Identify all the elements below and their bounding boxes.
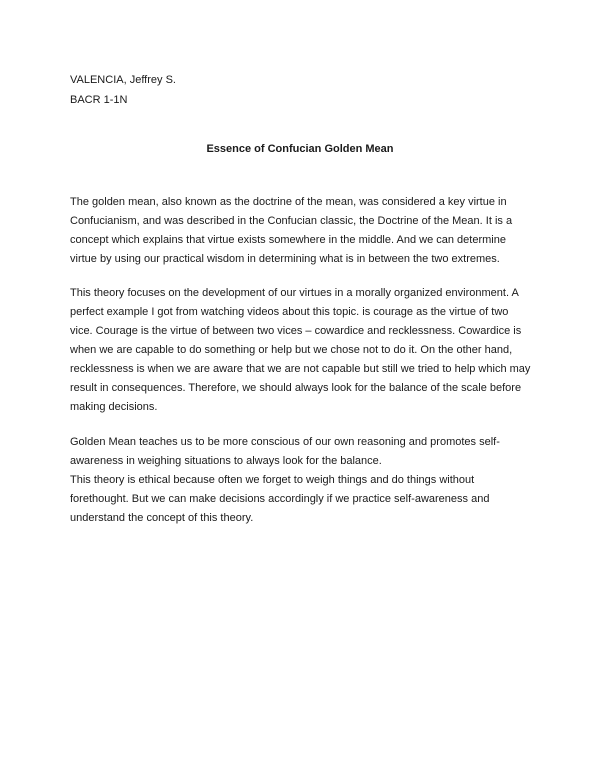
document-header <box>70 70 176 110</box>
paragraph-2: This theory focuses on the development of our virtues in a morally organized environment. A perfect example I got from watching videos about this topic. is courage as the virtue of two vice. Courage is the virtue of between two vices – cowardice and recklessness. Cowardice is when we are capable to do something or help but we chose not to do it. On the other hand, recklessness is when we are aware that we are not capable but still we tried to help which may result in consequences. Therefore, we should always look for the balance of the scale before making decisions. <box>70 287 531 413</box>
paragraph-1: The golden mean, also known as the doctrine of the mean, was considered a key virtue in Confucianism, and was described in the Confucian classic, the Doctrine of the Mean. It is a concept which explains that virtue exists somewhere in the middle. And we can determine virtue by using our practical wisdom in determining what is in between the two extremes. <box>70 196 513 265</box>
author-name: VALENCIA, Jeffrey S. <box>70 74 176 86</box>
paragraph-4: This theory is ethical because often we forget to weigh things and do things without forethought. But we can make decisions accordingly if we practice self-awareness and understand the concept of this theory. <box>70 474 490 524</box>
class-section: BACR 1-1N <box>70 94 128 106</box>
document-title: Essence of Confucian Golden Mean <box>206 143 394 155</box>
paragraph-3: Golden Mean teaches us to be more conscious of our own reasoning and promotes self-awareness in weighing situations to always look for the balance. <box>70 436 500 467</box>
